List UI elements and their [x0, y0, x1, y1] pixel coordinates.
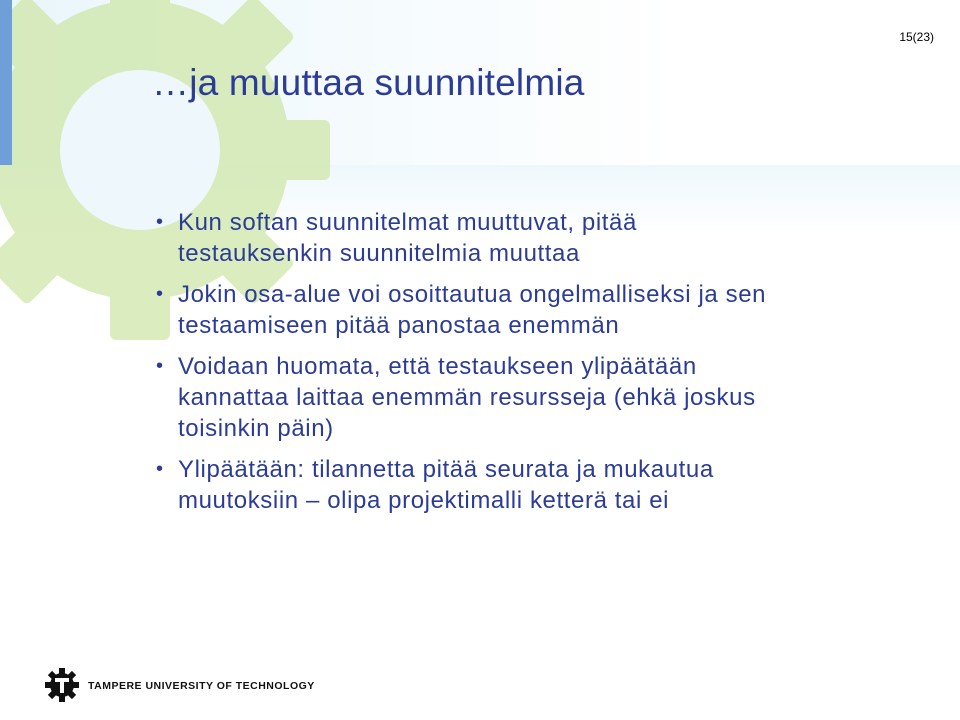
footer-university-name: TAMPERE UNIVERSITY OF TECHNOLOGY — [88, 680, 315, 692]
bullet-glyph: • — [156, 283, 164, 305]
bullet-item — [155, 454, 915, 516]
bullet-item — [155, 351, 915, 444]
bullet-line: Ylipäätään: tilannetta pitää seurata ja mukautua — [178, 456, 714, 483]
bullet-item — [155, 207, 915, 269]
bullet-line: Jokin osa-alue voi osoittautua ongelmalliseksi ja sen — [178, 281, 767, 308]
bullet-glyph: • — [156, 211, 164, 233]
bullet-line: testaamiseen pitää panostaa enemmän — [178, 312, 620, 339]
slide-title: …ja muuttaa suunnitelmia — [152, 62, 585, 103]
bullet-line: Voidaan huomata, että testaukseen ylipäätään — [178, 353, 697, 380]
bullet-line: Kun softan suunnitelmat muuttuvat, pitää — [178, 209, 637, 236]
bullet-list — [155, 207, 915, 526]
bullet-line: testauksenkin suunnitelmia muuttaa — [178, 240, 580, 267]
bullet-line: muutoksiin – olipa projektimalli ketterä tai ei — [178, 487, 670, 514]
tut-logo-icon — [44, 667, 80, 703]
page-number: 15(23) — [899, 30, 934, 44]
bullet-line: toisinkin päin) — [178, 415, 334, 442]
bullet-glyph: • — [156, 355, 164, 377]
bullet-item — [155, 279, 915, 341]
bullet-glyph: • — [156, 458, 164, 480]
bullet-line: kannattaa laittaa enemmän resursseja (ehkä joskus — [178, 384, 756, 411]
accent-strip — [0, 0, 12, 165]
